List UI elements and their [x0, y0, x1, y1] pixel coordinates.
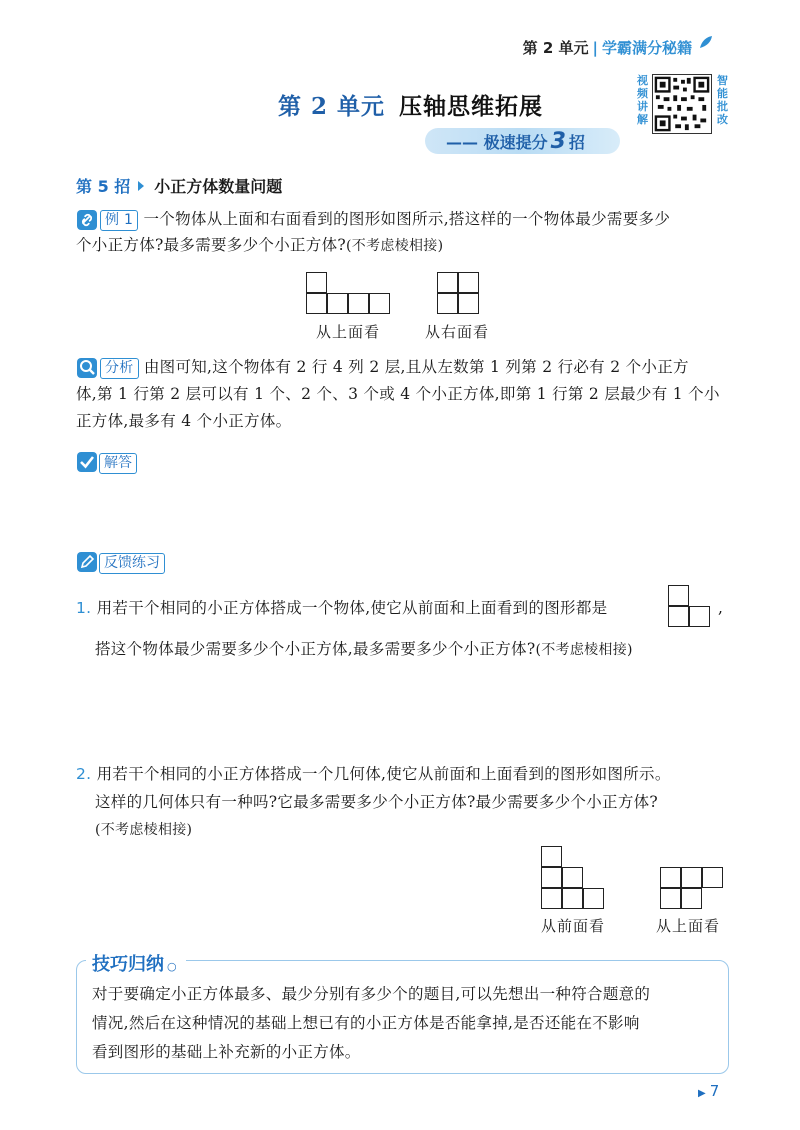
section-name: 小正方体数量问题	[154, 177, 283, 196]
question-1-line-2	[95, 636, 735, 663]
grid-cell	[562, 867, 583, 888]
figure-q2-front-view	[541, 846, 606, 911]
page-title	[278, 88, 543, 121]
grid-cell	[689, 606, 710, 627]
analysis-text-1: 由图可知,这个物体有 2 行 4 列 2 层,且从左数第 1 列第 2 行必有 2 个小正方	[143, 358, 689, 376]
caption-right-view: 从右面看	[425, 323, 490, 341]
grid-cell	[583, 888, 604, 909]
answer-heading	[76, 451, 137, 474]
grid-cell	[660, 867, 681, 888]
figure-top-view	[306, 272, 392, 316]
grid-cell	[306, 272, 327, 293]
practice-label: 反馈练习	[99, 553, 165, 574]
qr-left-text: 视频讲解	[637, 74, 648, 126]
section-tag: 第 5 招	[76, 177, 131, 196]
grid-cell	[681, 867, 702, 888]
header-unit-label	[523, 37, 692, 58]
question-1-comma: ,	[718, 599, 724, 617]
subtitle-number: 3	[550, 129, 566, 154]
tips-title-text: 技巧归纳	[92, 954, 164, 975]
tips-line-1: 对于要确定小正方体最多、最少分别有多少个的题目,可以先想出一种符合题意的	[92, 985, 651, 1003]
example-line-2	[76, 232, 736, 259]
triangle-icon: ▶	[698, 1088, 706, 1099]
grid-cell	[348, 293, 369, 314]
example-note: (不考虑棱相接)	[346, 238, 444, 254]
title-main: 压轴思维拓展	[399, 93, 544, 120]
question-2-line-1	[76, 760, 741, 788]
analysis-text-3: 正方体,最多有 4 个小正方体。	[76, 412, 292, 430]
grid-cell	[437, 272, 458, 293]
tips-content	[92, 980, 722, 1067]
question-2-text-1: 用若干个相同的小正方体搭成一个几何体,使它从前面和上面看到的图形如图所示。	[96, 765, 671, 783]
subtitle-prefix: —— 极速提分	[446, 133, 548, 152]
caption-q2-front-view: 从前面看	[541, 917, 606, 935]
question-2-number: 2.	[76, 765, 92, 783]
grid-cell	[541, 867, 562, 888]
subtitle-suffix: 招	[568, 133, 585, 152]
example-block	[76, 206, 736, 259]
example-line-1	[76, 206, 736, 232]
example-text-2: 个小正方体?最多需要多少个小正方体?	[76, 236, 347, 254]
question-1-text-1: 用若干个相同的小正方体搭成一个物体,使它从前面和上面看到的图形都是	[96, 599, 608, 617]
link-icon	[76, 209, 98, 231]
grid-cell	[541, 888, 562, 909]
qr-code-block[interactable]	[636, 74, 730, 134]
figure-q2-top-view	[660, 867, 725, 911]
grid-cell	[458, 272, 479, 293]
example-text-1: 一个物体从上面和右面看到的图形如图所示,搭这样的一个物体最少需要多少	[143, 210, 671, 228]
caption-top-view: 从上面看	[316, 323, 381, 341]
title-unit: 第 2 单元	[278, 93, 386, 120]
grid-cell	[541, 846, 562, 867]
page-number-text: 7	[709, 1082, 720, 1100]
question-2	[76, 760, 741, 844]
question-1-note: (不考虑棱相接)	[535, 642, 633, 658]
grid-cell	[668, 606, 689, 627]
circle-dot-icon: ○	[167, 960, 177, 973]
question-2-text-2: 这样的几何体只有一种吗?它最多需要多少个小正方体?最少需要多少个小正方体?	[95, 793, 659, 811]
header-brand: 学霸满分秘籍	[601, 39, 692, 57]
question-1-text-2: 搭这个物体最少需要多少个小正方体,最多需要多少个小正方体?	[95, 640, 536, 658]
triangle-icon	[138, 181, 144, 191]
example-label: 例 1	[100, 210, 138, 231]
checkmark-icon	[76, 451, 98, 473]
figure-right-view	[437, 272, 481, 316]
caption-q2-top-view: 从上面看	[656, 917, 721, 935]
practice-heading	[76, 551, 165, 574]
question-2-note: (不考虑棱相接)	[95, 822, 193, 838]
header-unit-text: 第 2 单元	[522, 39, 589, 57]
grid-cell	[660, 888, 681, 909]
subtitle	[446, 129, 585, 154]
analysis-label: 分析	[100, 358, 139, 379]
analysis-text-2: 体,第 1 行第 2 层可以有 1 个、2 个、3 个或 4 个小正方体,即第 1 行第 2 层最少有 1 个小	[76, 385, 720, 403]
question-1-number: 1.	[76, 599, 92, 617]
leaf-icon	[698, 34, 714, 50]
question-1	[76, 595, 736, 621]
pencil-icon	[76, 551, 98, 573]
grid-cell	[369, 293, 390, 314]
grid-cell	[562, 888, 583, 909]
grid-cell	[306, 293, 327, 314]
figure-q1-view	[668, 585, 712, 629]
analysis-line-1	[76, 354, 736, 381]
grid-cell	[327, 293, 348, 314]
magnifier-icon	[76, 357, 98, 379]
header-separator: |	[592, 39, 598, 57]
grid-cell	[681, 888, 702, 909]
grid-cell	[458, 293, 479, 314]
grid-cell	[668, 585, 689, 606]
tips-line-2: 情况,然后在这种情况的基础上想已有的小正方体是否能拿掉,是否还能在不影响	[92, 1014, 640, 1032]
grid-cell	[702, 867, 723, 888]
tips-line-3: 看到图形的基础上补充新的小正方体。	[92, 1043, 361, 1061]
section-heading	[76, 174, 282, 197]
tips-title	[92, 950, 177, 976]
grid-cell	[437, 293, 458, 314]
qr-right-text: 智能批改	[717, 74, 728, 126]
qr-code-icon[interactable]	[652, 74, 712, 134]
answer-label: 解答	[99, 453, 137, 474]
analysis-block	[76, 354, 736, 435]
page-number	[698, 1082, 719, 1100]
